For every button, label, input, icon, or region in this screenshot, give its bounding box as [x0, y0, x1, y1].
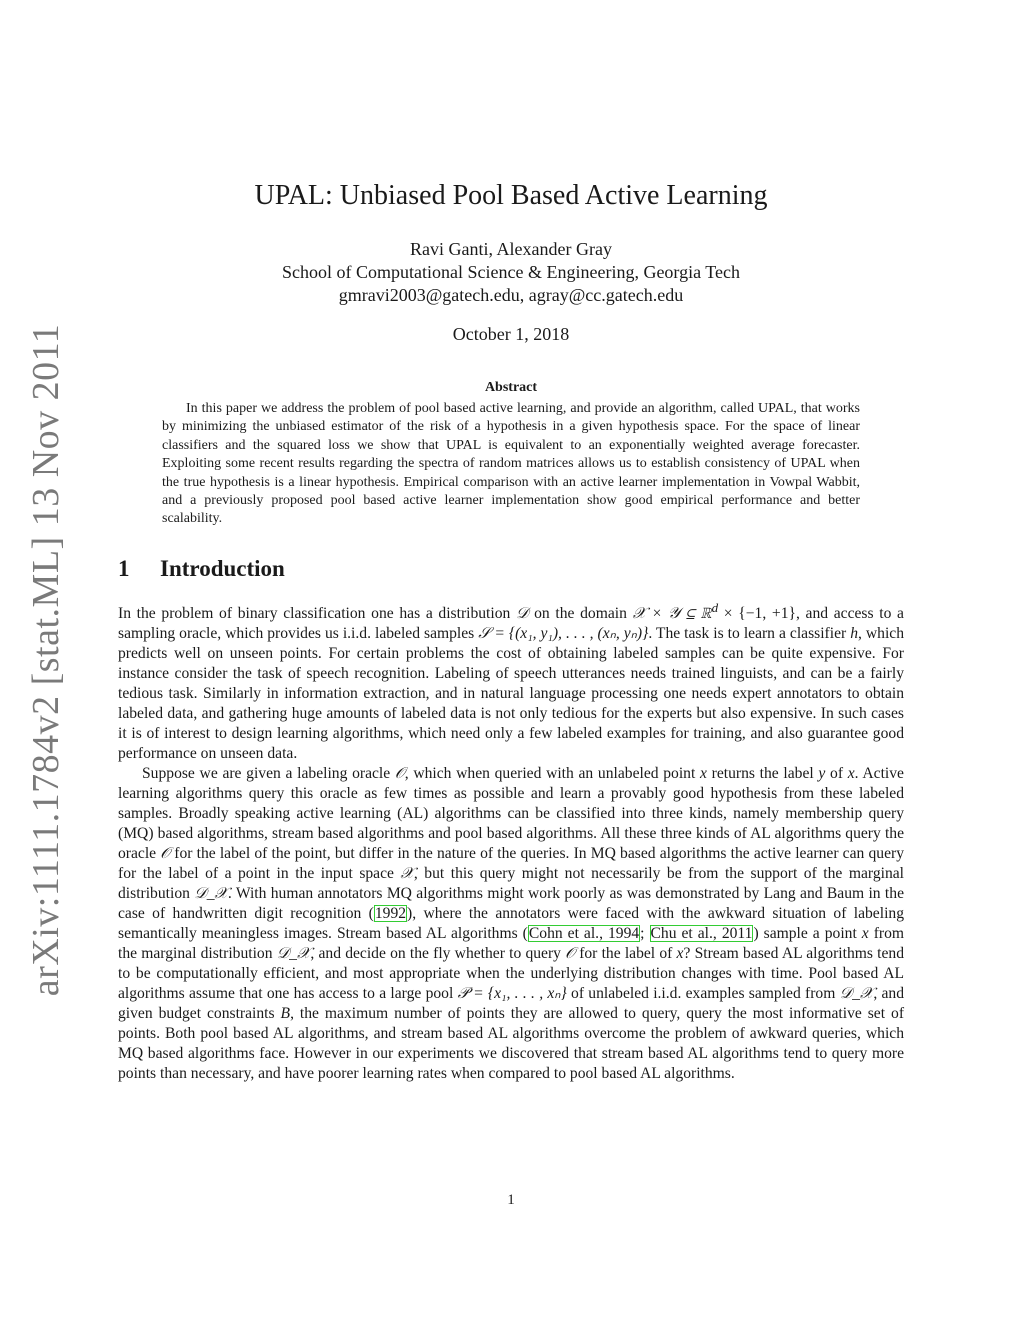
paper-title: UPAL: Unbiased Pool Based Active Learning [254, 180, 768, 211]
section-title: Introduction [160, 556, 285, 581]
citation-link-1992[interactable]: 1992 [374, 905, 407, 923]
arxiv-stamp-text: arXiv:1111.1784v2 [stat.ML] 13 Nov 2011 [25, 323, 67, 997]
paragraph-2: Suppose we are given a labeling oracle 𝒪, which when queried with an unlabeled point x returns the label y of x. Active learning algorithms query this oracle as few times as possible and learn a provably good hypothesis from these labeled samples. Broadly speaking active learning (AL) algorithms can be classified into three kinds, namely membership query (MQ) based algorithms, stream based algorithms and pool based algorithms. All these three kinds of AL algorithms query the oracle 𝒪 for the label of the point, but differ in the nature of the queries. In MQ based algorithms the active learner can query for the label of a point in the input space 𝒳, but this query might not necessarily be from the support of the marginal distribution 𝒟_𝒳. With human annotators MQ algorithms might work poorly as was demonstrated by Lang and Baum in the case of handwritten digit recognition (1992), where the annotators were faced with the awkward situation of labeling semantically meaningless images. Stream based AL algorithms (Cohn et al., 1994; Chu et al., 2011) sample a point x from the marginal distribution 𝒟_𝒳, and decide on the fly whether to query 𝒪 for the label of x? Stream based AL algorithms tend to be computationally efficient, and most appropriate when the underlying distribution changes with time. Pool based AL algorithms assume that one has access to a large pool 𝒫 = {x₁, . . . , xₙ} of unlabeled i.i.d. examples sampled from 𝒟_𝒳, and given budget constraints B, the maximum number of points they are allowed to query, query the most informative set of points. Both pool based AL algorithms, and stream based AL algorithms overcome the problem of awkward queries, which MQ based algorithms face. However in our experiments we discovered that stream based AL algorithms tend to query more points than necessary, and have poorer learning rates when compared to pool based AL algorithms. [118, 765, 905, 1083]
arxiv-stamp [16, 323, 76, 997]
body-text [118, 598, 904, 1084]
author-affiliation: School of Computational Science & Engineering, Georgia Tech [282, 262, 740, 282]
abstract-heading: Abstract [484, 380, 538, 395]
abstract-text: In this paper we address the problem of pool based active learning, and provide an algorithm, called UPAL, that works by minimizing the unbiased estimator of the risk of a hypothesis in a given hypothesis space. For the space of linear classifiers and the squared loss we show that UPAL is equivalent to an exponentially weighted average forecaster. Exploiting some recent results regarding the spectra of random matrices allows us to establish consistency of UPAL when the true hypothesis is a linear hypothesis. Empirical comparison with an active learner implementation in Vowpal Wabbit, and a previously proposed pool based active learner implementation show good empirical performance and better scalability. [162, 401, 860, 527]
citation-link-chu[interactable]: Chu et al., 2011 [650, 925, 753, 943]
section-heading [118, 556, 285, 582]
citation-link-cohn[interactable]: Cohn et al., 1994 [528, 925, 640, 943]
section-number: 1 [118, 556, 130, 581]
author-block [118, 238, 904, 307]
paragraph-1: In the problem of binary classification one has a distribution 𝒟 on the domain 𝒳 × 𝒴 ⊆ ℝ$^d$ × {−1, +1}, and access to a sampling oracle, which provides us i.i.d. labeled samples 𝒮 = {(x₁, y₁), . . . , (xₙ, yₙ)}. The task is to learn a classifier h, which predicts well on unseen points. For certain problems the cost of obtaining labeled samples can be quite expensive. For instance consider the task of speech recognition. Labeling of speech utterances needs trained linguists, and can be a fairly tedious task. Similarly in information extraction, and in natural language processing one needs expert annotators to obtain labeled data, and gathering huge amounts of labeled data is not only tedious for the experts but also expensive. In such cases it is of interest to design learning algorithms, which need only a few labeled examples for training, and also guarantee good performance on unseen data. [118, 600, 904, 763]
page-number: 1 [507, 1192, 515, 1208]
author-names: Ravi Ganti, Alexander Gray [410, 239, 612, 259]
author-emails: gmravi2003@gatech.edu, agray@cc.gatech.edu [338, 285, 684, 305]
paper-date: October 1, 2018 [452, 324, 570, 344]
